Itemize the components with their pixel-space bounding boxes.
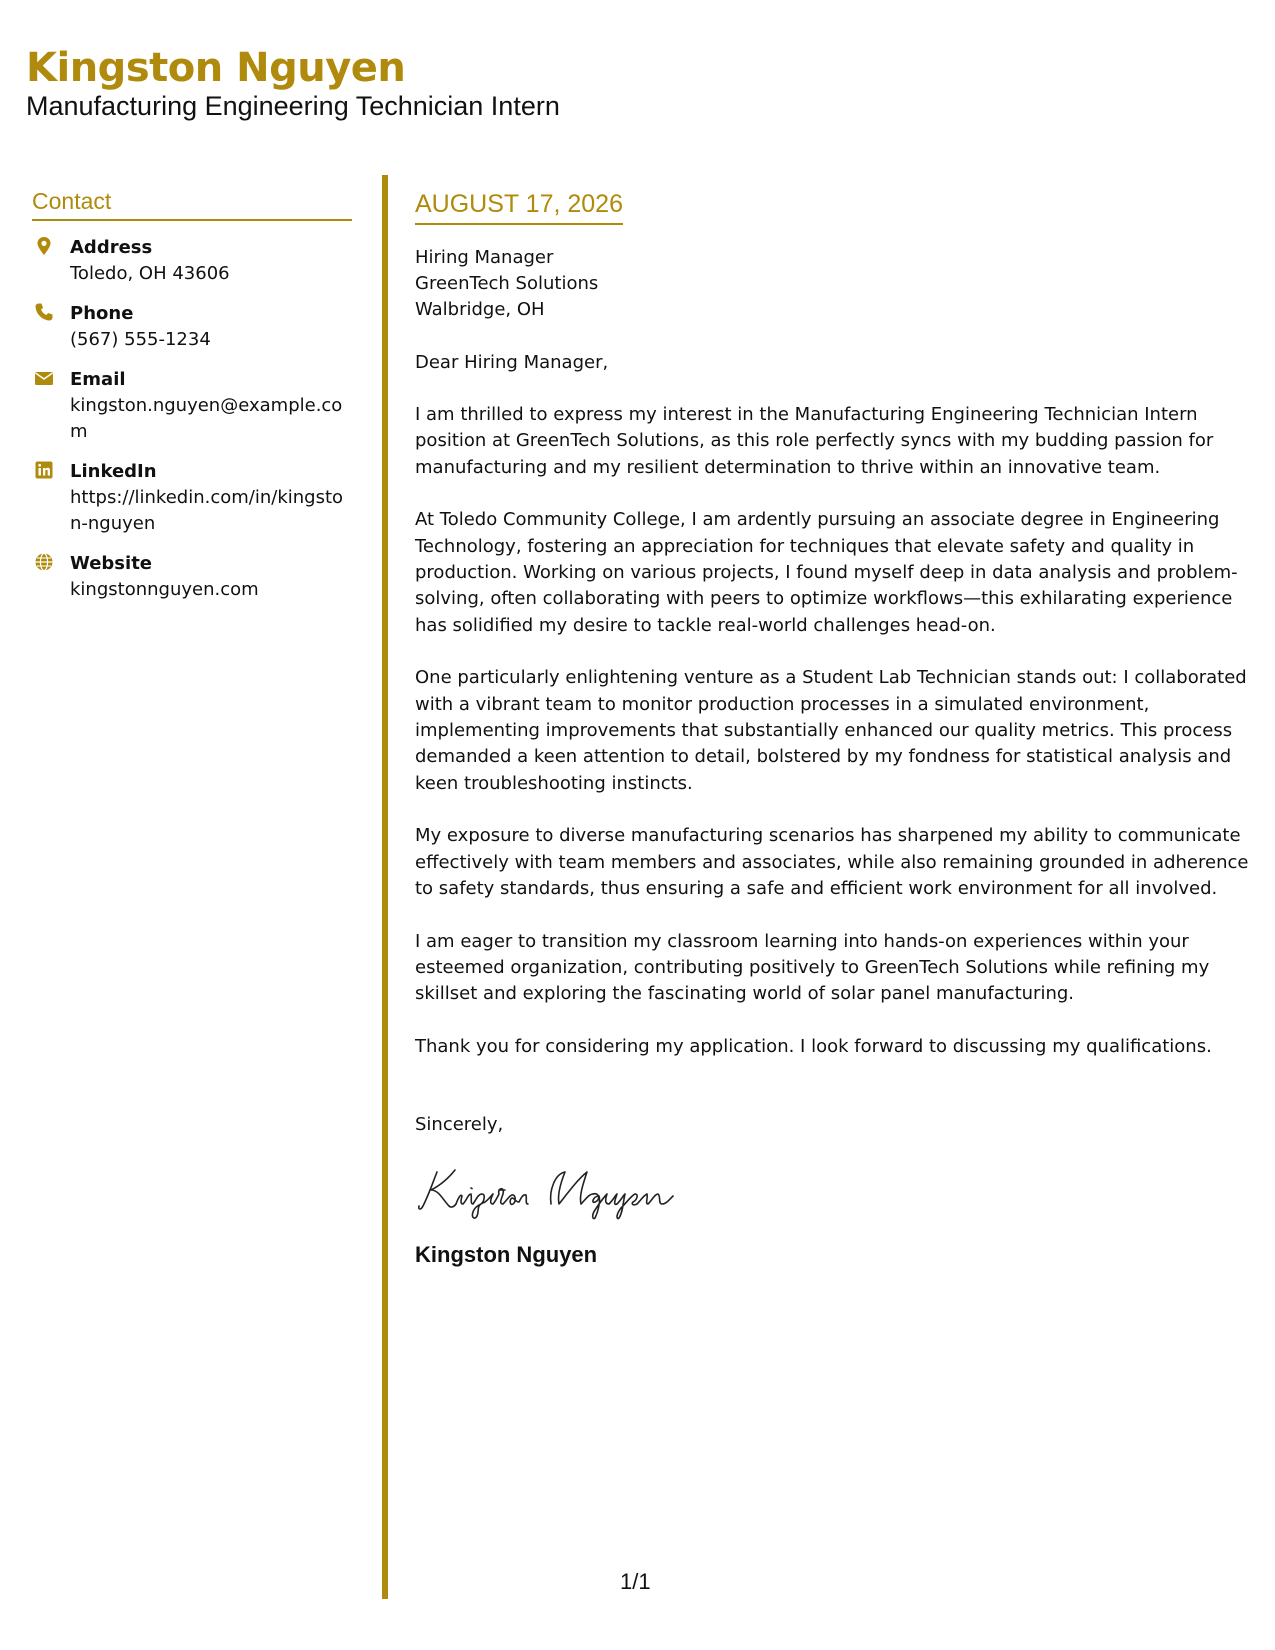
salutation: Dear Hiring Manager, bbox=[415, 352, 609, 373]
contact-value[interactable]: kingstonnguyen.com bbox=[70, 579, 259, 600]
header bbox=[26, 44, 560, 122]
letter-paragraph: At Toledo Community College, I am ardently pursuing an associate degree in Engineering Technology, fostering an appreciation for techniques that elevate safety and quality in production. Working on various projects, I found myself deep in data analysis and problem-solving, often collaborating with peers to optimize workflows—this exhilarating experience has solidified my desire to tackle real-world challenges head-on. bbox=[415, 509, 1238, 636]
recipient-line: Hiring Manager bbox=[415, 247, 554, 268]
contact-label: Address bbox=[70, 237, 153, 258]
letter-paragraph: Thank you for considering my application. I look forward to discussing my qualifications. bbox=[415, 1035, 1212, 1057]
recipient-line: GreenTech Solutions bbox=[415, 273, 599, 294]
handwritten-signature bbox=[415, 1160, 685, 1220]
signer-name: Kingston Nguyen bbox=[415, 1242, 598, 1268]
contact-value: kingston.nguyen@example.com bbox=[70, 395, 343, 442]
job-title: Manufacturing Engineering Technician Intern bbox=[26, 91, 560, 121]
contact-label: Website bbox=[70, 553, 153, 574]
contact-label: LinkedIn bbox=[70, 461, 157, 482]
page-number: 1/1 bbox=[620, 1569, 651, 1594]
letter-paragraph: My exposure to diverse manufacturing scenarios has sharpened my ability to communicate effectively with team members and associates, while also remaining grounded in adherence to safety standards, thus ensuring a safe and efficient work environment for all involved. bbox=[415, 825, 1249, 900]
contact-item-address bbox=[32, 235, 352, 287]
letter-paragraph: I am thrilled to express my interest in the Manufacturing Engineering Technician Intern position at GreenTech Solutions, as this role perfectly syncs with my budding passion for manufacturing and my resilient determination to thrive within an innovative team. bbox=[415, 404, 1214, 478]
column-divider bbox=[382, 175, 388, 1599]
closing: Sincerely, bbox=[415, 1114, 504, 1136]
contact-item-email bbox=[32, 367, 352, 445]
contact-label: Phone bbox=[70, 303, 134, 324]
contact-item-phone bbox=[32, 301, 352, 353]
contact-sidebar bbox=[32, 188, 352, 617]
letter-date: AUGUST 17, 2026 bbox=[415, 190, 623, 225]
globe-icon bbox=[34, 552, 54, 572]
contact-item-website bbox=[32, 551, 352, 603]
contact-label: Email bbox=[70, 369, 126, 390]
recipient-line: Walbridge, OH bbox=[415, 299, 545, 320]
phone-icon bbox=[34, 302, 54, 322]
contact-heading: Contact bbox=[32, 188, 352, 221]
map-pin-icon bbox=[34, 236, 54, 256]
contact-value: Toledo, OH 43606 bbox=[70, 263, 230, 284]
contact-value[interactable]: https://linkedin.com/in/kingston-nguyen bbox=[70, 487, 344, 534]
contact-item-linkedin bbox=[32, 459, 352, 537]
letter-paragraph: I am eager to transition my classroom learning into hands-on experiences within your esteemed organization, contributing positively to GreenTech Solutions while refining my skillset and exploring the fascinating world of solar panel manufacturing. bbox=[415, 930, 1210, 1005]
recipient-block bbox=[415, 245, 1255, 323]
contact-value: (567) 555-1234 bbox=[70, 329, 211, 350]
linkedin-icon bbox=[34, 460, 54, 480]
applicant-name: Kingston Nguyen bbox=[26, 45, 406, 91]
envelope-icon bbox=[34, 368, 54, 388]
letter-paragraph: One particularly enlightening venture as a Student Lab Technician stands out: I collaborated with a vibrant team to monitor production processes in a simulated environment, implementing improvements that substantially enhanced our quality metrics. This process demanded a keen attention to detail, bolstered by my fondness for statistical analysis and keen troubleshooting instincts. bbox=[415, 667, 1247, 794]
letter-body bbox=[415, 190, 1255, 1268]
